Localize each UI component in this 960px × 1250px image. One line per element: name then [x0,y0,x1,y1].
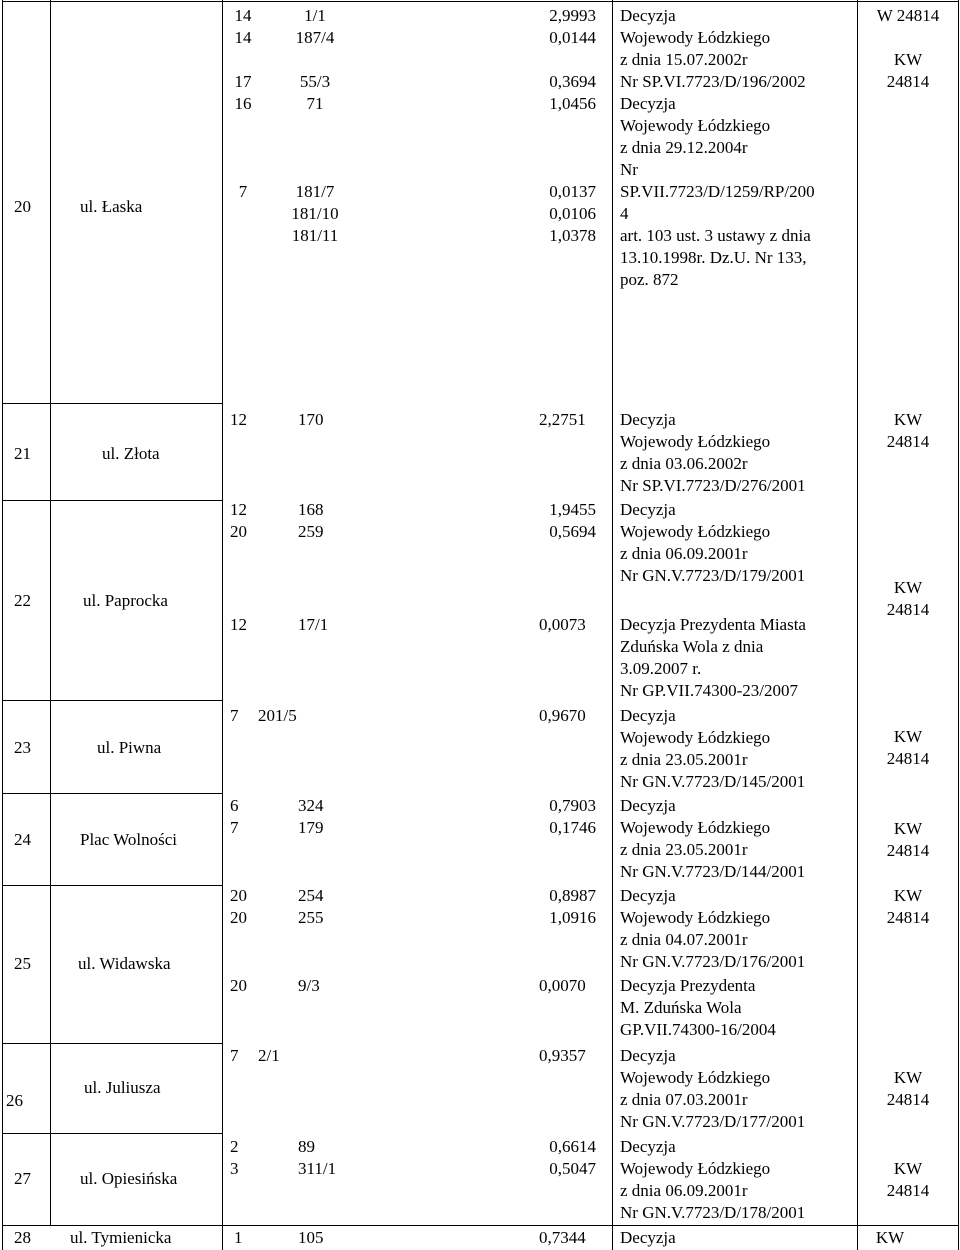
area-cell: 0,6614 0,5047 [549,1137,596,1178]
area-cell: 0,7344 [539,1228,586,1247]
obreb-cell: 1 [234,1228,243,1247]
street-name: ul. Paprocka [83,591,168,610]
decision-cell: Decyzja Wojewody Łódzkiego z dnia 15.07.2002r Nr SP.VI.7723/D/196/2002 Decyzja Wojewody Łódzkiego z dnia 29.12.2004r Nr SP.VII.7723/D/1259/RP/200 4 art. 103 ust. 3 ustawy z dnia 13.10.1998r. Dz.U. Nr 133, poz. 872 [620,6,815,289]
row-divider [2,700,222,701]
area-cell: 2,9993 0,0144 0,3694 1,0456 0,0137 0,0106 1,0378 [549,6,596,245]
row-number: 25 [14,954,31,973]
dzialki-cell: 201/5 [258,706,297,725]
area-cell: 0,8987 1,0916 [549,886,596,927]
row-number: 23 [14,738,31,757]
obreb-cell: 14 14 17 16 7 [234,6,252,201]
dzialki-cell: 9/3 [298,976,320,995]
row-divider [2,793,222,794]
dzialki-cell: 1/1 187/4 55/3 71 181/7 181/10 181/11 [291,6,339,245]
area-cell: 0,0070 [539,976,586,995]
street-name: Plac Wolności [80,830,178,849]
row-divider [2,885,222,886]
obreb-cell: 7 [230,706,239,725]
kw-cell: KW 24814 [886,1159,930,1200]
row-divider [2,403,222,404]
area-cell: 0,9357 [539,1046,586,1065]
row-divider [2,1043,222,1044]
dzialki-cell: 89 311/1 [298,1137,337,1178]
row-divider [2,1133,222,1134]
area-cell: 0,7903 0,1746 [549,796,596,837]
kw-cell: KW [875,1228,905,1247]
row-number: 27 [14,1169,31,1188]
kw-cell: KW 24814 [886,886,930,927]
obreb-cell: 12 [230,410,247,429]
kw-cell: W 24814 KW 24814 [876,6,940,91]
dzialki-cell: 170 [298,410,324,429]
dzialki-cell: 17/1 [298,615,329,634]
row-number: 26 [6,1091,23,1110]
decision-cell: Decyzja Prezydenta Miasta Zduńska Wola z dnia 3.09.2007 r. Nr GP.VII.74300-23/2007 [620,615,806,700]
obreb-cell: 6 7 [230,796,239,837]
decision-cell: Decyzja Prezydenta M. Zduńska Wola GP.VII.74300-16/2004 [620,976,776,1039]
street-name: ul. Piwna [97,738,162,757]
kw-cell: KW 24814 [886,819,930,860]
decision-cell: Decyzja Wojewody Łódzkiego z dnia 06.09.2001r Nr GN.V.7723/D/179/2001 [620,500,806,585]
obreb-cell: 12 [230,615,247,634]
decision-cell: Decyzja Wojewody Łódzkiego z dnia 06.09.2001r Nr GN.V.7723/D/178/2001 [620,1137,806,1222]
kw-cell: KW 24814 [886,727,930,768]
street-name: ul. Opiesińska [80,1169,178,1188]
dzialki-cell: 324 179 [298,796,324,837]
dzialki-cell: 254 255 [298,886,324,927]
row-number: 22 [14,591,31,610]
row-number: 28 [14,1228,31,1247]
table-border-top [2,1,958,2]
street-name: ul. Widawska [78,954,171,973]
table-border-lp [50,0,51,1225]
dzialki-cell: 2/1 [258,1046,280,1065]
row-number: 21 [14,444,31,463]
street-name: ul. Złota [102,444,160,463]
dzialki-cell: 168 259 [298,500,324,541]
table-border-left [2,0,3,1250]
table-border-kw [857,0,858,1250]
row-number: 24 [14,830,31,849]
obreb-cell: 7 [230,1046,239,1065]
street-name: ul. Juliusza [84,1078,161,1097]
kw-cell: KW 24814 [886,1068,930,1109]
decision-cell: Decyzja Wojewody Łódzkiego z dnia 03.06.2002r Nr SP.VI.7723/D/276/2001 [620,410,806,495]
obreb-cell: 2 3 [230,1137,239,1178]
decision-cell: Decyzja Wojewody Łódzkiego z dnia 07.03.2001r Nr GN.V.7723/D/177/2001 [620,1046,806,1131]
obreb-cell: 20 20 [230,886,247,927]
decision-cell: Decyzja Wojewody Łódzkiego z dnia 04.07.2001r Nr GN.V.7723/D/176/2001 [620,886,806,971]
table-border-street [222,0,223,1250]
kw-cell: KW 24814 [886,578,930,619]
row-number: 20 [14,197,31,216]
row-divider [2,1225,958,1226]
dzialki-cell: 105 [298,1228,324,1247]
street-name: ul. Łaska [80,197,143,216]
decision-cell: Decyzja [620,1228,676,1247]
decision-cell: Decyzja Wojewody Łódzkiego z dnia 23.05.2001r Nr GN.V.7723/D/144/2001 [620,796,806,881]
obreb-cell: 20 [230,976,247,995]
area-cell: 2,2751 [539,410,586,429]
decision-cell: Decyzja Wojewody Łódzkiego z dnia 23.05.2001r Nr GN.V.7723/D/145/2001 [620,706,806,791]
obreb-cell: 12 20 [230,500,247,541]
area-cell: 0,9670 [539,706,586,725]
table-border-right [958,0,959,1250]
area-cell: 0,0073 [539,615,586,634]
row-divider [2,500,222,501]
table-border-desc [612,0,613,1250]
kw-cell: KW 24814 [886,410,930,451]
street-name: ul. Tymienicka [70,1228,172,1247]
area-cell: 1,9455 0,5694 [549,500,596,541]
